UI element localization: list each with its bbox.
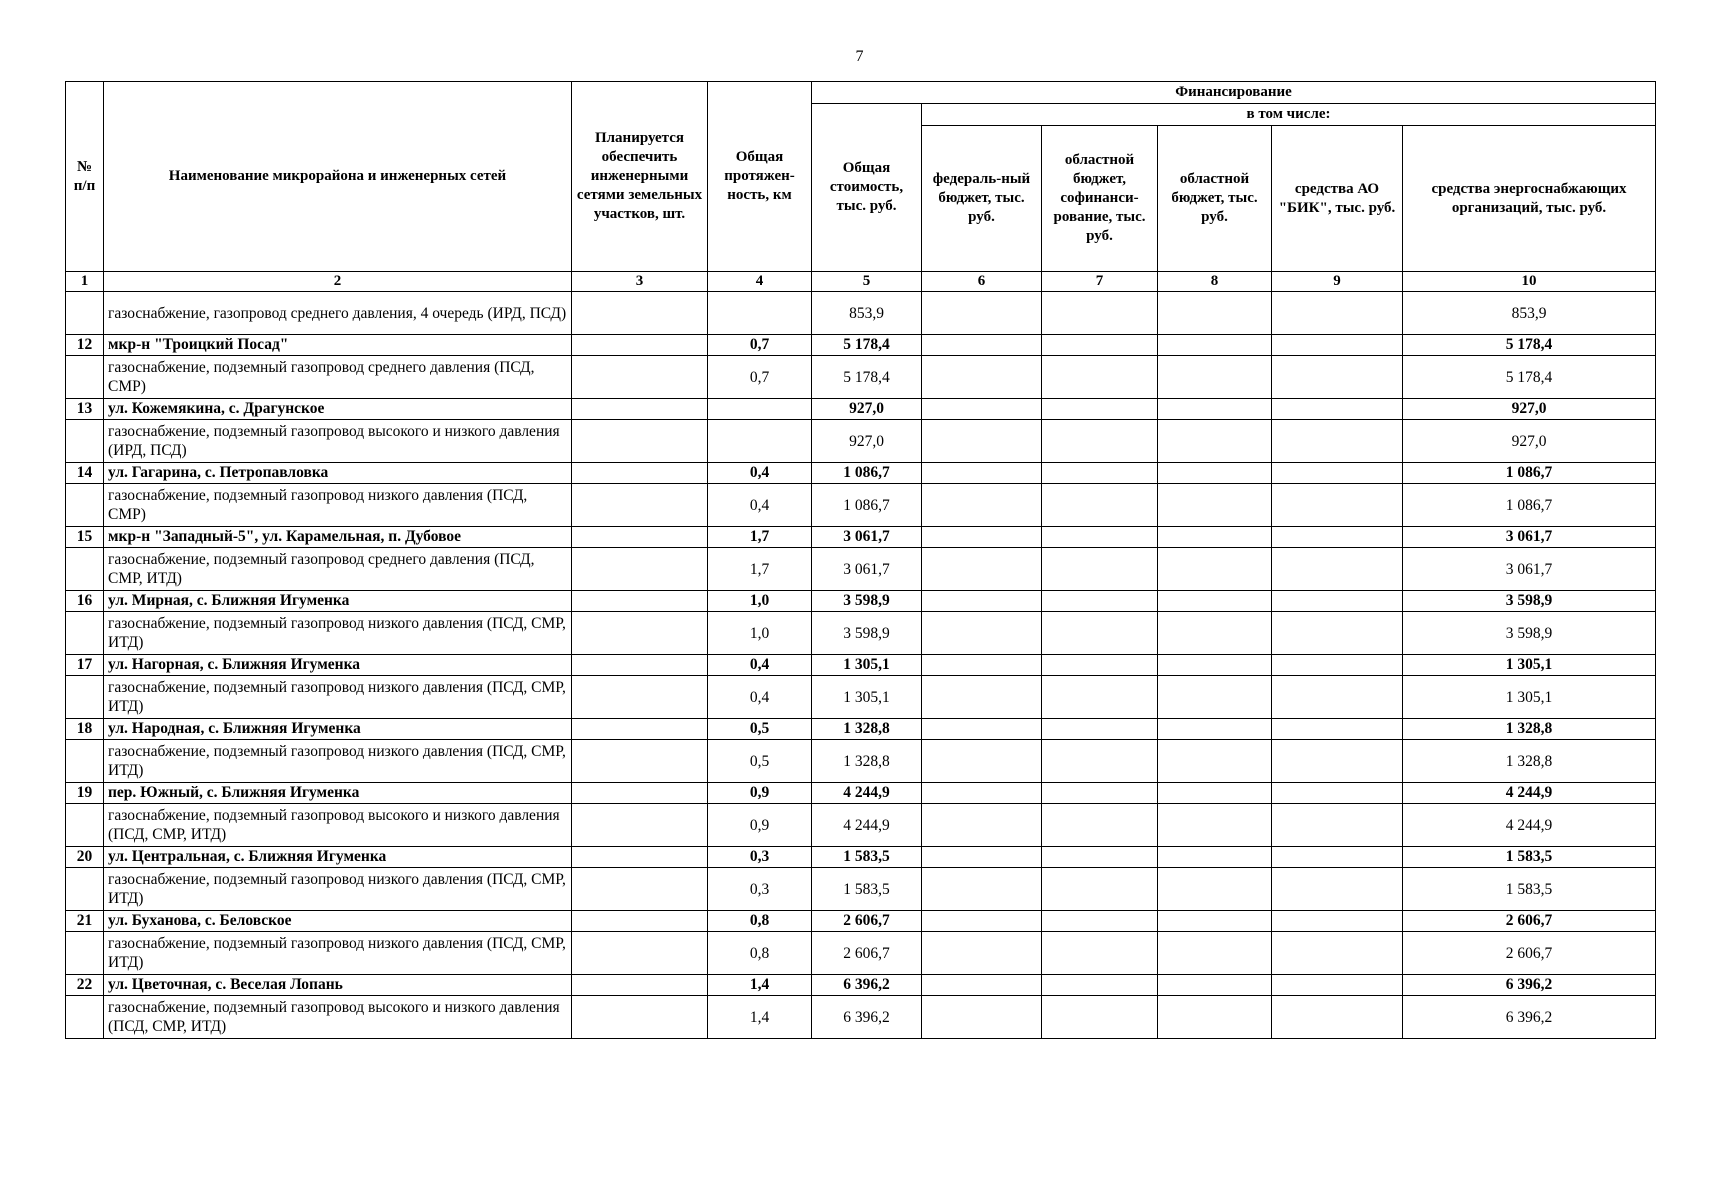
row-regional [1158,335,1272,356]
row-number [66,548,104,591]
table-row-item [66,356,1656,399]
table-row-item [66,740,1656,783]
row-number [66,676,104,719]
row-regional-cofinancing [1042,484,1158,527]
column-number: 2 [104,272,572,292]
row-bik [1272,356,1403,399]
row-name: газоснабжение, подземный газопровод высокого и низкого давления (ИРД, ПСД) [104,420,572,463]
header-length: Общая протяжен-ность, км [708,82,812,272]
row-energy: 1 328,8 [1403,740,1656,783]
column-number: 10 [1403,272,1656,292]
row-energy: 1 305,1 [1403,655,1656,676]
row-bik [1272,868,1403,911]
row-planned [572,548,708,591]
row-regional [1158,527,1272,548]
row-regional [1158,484,1272,527]
row-length: 0,4 [708,655,812,676]
row-bik [1272,804,1403,847]
row-planned [572,335,708,356]
row-bik [1272,527,1403,548]
row-length: 1,0 [708,612,812,655]
row-cost: 927,0 [812,399,922,420]
row-regional [1158,932,1272,975]
row-planned [572,932,708,975]
row-cost: 927,0 [812,420,922,463]
row-regional-cofinancing [1042,676,1158,719]
row-length [708,292,812,335]
row-name: газоснабжение, подземный газопровод низкого давления (ПСД, СМР, ИТД) [104,676,572,719]
row-cost: 6 396,2 [812,975,922,996]
row-cost: 3 061,7 [812,527,922,548]
row-cost: 1 583,5 [812,868,922,911]
row-number: 19 [66,783,104,804]
row-regional-cofinancing [1042,996,1158,1039]
row-regional-cofinancing [1042,527,1158,548]
table-row-group [66,655,1656,676]
row-federal [922,847,1042,868]
row-number [66,420,104,463]
row-number [66,612,104,655]
row-bik [1272,783,1403,804]
row-regional [1158,975,1272,996]
row-length: 1,7 [708,548,812,591]
row-regional [1158,996,1272,1039]
row-federal [922,932,1042,975]
row-cost: 1 305,1 [812,676,922,719]
row-number: 16 [66,591,104,612]
table-row-group [66,719,1656,740]
row-length: 0,9 [708,804,812,847]
row-number [66,740,104,783]
row-planned [572,868,708,911]
row-number: 13 [66,399,104,420]
row-energy: 2 606,7 [1403,911,1656,932]
table-row-item [66,996,1656,1039]
row-bik [1272,399,1403,420]
row-number: 12 [66,335,104,356]
row-name: мкр-н "Троицкий Посад" [104,335,572,356]
row-name: газоснабжение, подземный газопровод низкого давления (ПСД, СМР, ИТД) [104,740,572,783]
row-name: мкр-н "Западный-5", ул. Карамельная, п. Дубовое [104,527,572,548]
financing-table [65,81,1656,1039]
row-cost: 1 583,5 [812,847,922,868]
row-cost: 3 598,9 [812,612,922,655]
row-cost: 4 244,9 [812,804,922,847]
row-planned [572,420,708,463]
table-row-item [66,868,1656,911]
row-planned [572,783,708,804]
row-length: 0,4 [708,484,812,527]
row-bik [1272,719,1403,740]
row-regional [1158,847,1272,868]
table-row-group [66,399,1656,420]
row-federal [922,463,1042,484]
table-row-item [66,420,1656,463]
row-bik [1272,676,1403,719]
row-planned [572,612,708,655]
row-length: 0,8 [708,911,812,932]
header-num: № п/п [66,82,104,272]
header-cost: Общая стоимость, тыс. руб. [812,104,922,272]
row-energy: 3 061,7 [1403,548,1656,591]
row-regional [1158,292,1272,335]
row-energy: 1 305,1 [1403,676,1656,719]
row-federal [922,719,1042,740]
row-federal [922,527,1042,548]
row-planned [572,484,708,527]
column-number: 9 [1272,272,1403,292]
table-row-group [66,591,1656,612]
row-cost: 5 178,4 [812,335,922,356]
row-regional-cofinancing [1042,932,1158,975]
row-regional-cofinancing [1042,420,1158,463]
row-regional-cofinancing [1042,975,1158,996]
row-planned [572,356,708,399]
row-energy: 2 606,7 [1403,932,1656,975]
table-row-item [66,932,1656,975]
row-energy: 927,0 [1403,420,1656,463]
row-name: ул. Нагорная, с. Ближняя Игуменка [104,655,572,676]
row-name: газоснабжение, подземный газопровод высокого и низкого давления (ПСД, СМР, ИТД) [104,804,572,847]
row-bik [1272,740,1403,783]
row-regional [1158,740,1272,783]
row-length: 0,3 [708,847,812,868]
row-regional-cofinancing [1042,868,1158,911]
row-name: газоснабжение, газопровод среднего давления, 4 очередь (ИРД, ПСД) [104,292,572,335]
row-cost: 2 606,7 [812,911,922,932]
row-length: 0,4 [708,463,812,484]
header-name: Наименование микрорайона и инженерных сетей [104,82,572,272]
table-row-group [66,783,1656,804]
row-bik [1272,996,1403,1039]
row-bik [1272,911,1403,932]
row-name: газоснабжение, подземный газопровод среднего давления (ПСД, СМР) [104,356,572,399]
row-bik [1272,335,1403,356]
row-name: пер. Южный, с. Ближняя Игуменка [104,783,572,804]
row-regional-cofinancing [1042,783,1158,804]
row-regional [1158,463,1272,484]
row-bik [1272,292,1403,335]
row-federal [922,591,1042,612]
row-regional [1158,548,1272,591]
row-planned [572,847,708,868]
header-including: в том числе: [922,104,1656,126]
row-name: ул. Цветочная, с. Веселая Лопань [104,975,572,996]
row-regional [1158,719,1272,740]
row-planned [572,399,708,420]
row-federal [922,420,1042,463]
row-energy: 1 583,5 [1403,847,1656,868]
row-number [66,996,104,1039]
row-federal [922,975,1042,996]
row-cost: 1 328,8 [812,719,922,740]
row-length: 0,7 [708,335,812,356]
row-federal [922,655,1042,676]
row-name: ул. Мирная, с. Ближняя Игуменка [104,591,572,612]
header-regional-cofinancing: областной бюджет, софинанси-рование, тыс. руб. [1042,126,1158,272]
row-name: ул. Народная, с. Ближняя Игуменка [104,719,572,740]
row-regional [1158,399,1272,420]
table-row-group [66,911,1656,932]
header-energy: средства энергоснабжающих организаций, тыс. руб. [1403,126,1656,272]
row-bik [1272,484,1403,527]
row-cost: 1 328,8 [812,740,922,783]
row-number: 20 [66,847,104,868]
column-number: 6 [922,272,1042,292]
row-regional-cofinancing [1042,463,1158,484]
row-energy: 853,9 [1403,292,1656,335]
row-energy: 5 178,4 [1403,356,1656,399]
row-federal [922,292,1042,335]
column-number: 5 [812,272,922,292]
row-federal [922,868,1042,911]
row-cost: 6 396,2 [812,996,922,1039]
row-energy: 4 244,9 [1403,804,1656,847]
row-regional [1158,655,1272,676]
row-federal [922,335,1042,356]
row-number [66,356,104,399]
row-federal [922,783,1042,804]
row-federal [922,676,1042,719]
row-cost: 4 244,9 [812,783,922,804]
row-regional-cofinancing [1042,847,1158,868]
row-regional-cofinancing [1042,335,1158,356]
table-row-item [66,548,1656,591]
row-energy: 1 583,5 [1403,868,1656,911]
column-number: 7 [1042,272,1158,292]
row-planned [572,719,708,740]
row-length [708,420,812,463]
row-bik [1272,420,1403,463]
row-cost: 2 606,7 [812,932,922,975]
row-regional [1158,612,1272,655]
row-length: 1,4 [708,996,812,1039]
row-bik [1272,932,1403,975]
table-row-group [66,975,1656,996]
row-federal [922,399,1042,420]
row-number [66,292,104,335]
row-name: газоснабжение, подземный газопровод низкого давления (ПСД, СМР, ИТД) [104,612,572,655]
row-energy: 4 244,9 [1403,783,1656,804]
row-bik [1272,975,1403,996]
row-cost: 1 086,7 [812,463,922,484]
row-bik [1272,591,1403,612]
row-length: 0,4 [708,676,812,719]
row-energy: 1 086,7 [1403,484,1656,527]
table-row-item [66,612,1656,655]
row-regional [1158,868,1272,911]
row-bik [1272,655,1403,676]
page-number: 7 [855,48,864,65]
row-length: 0,8 [708,932,812,975]
row-regional-cofinancing [1042,719,1158,740]
row-regional-cofinancing [1042,655,1158,676]
row-regional [1158,676,1272,719]
column-number: 1 [66,272,104,292]
row-regional-cofinancing [1042,804,1158,847]
row-federal [922,612,1042,655]
row-federal [922,911,1042,932]
row-energy: 3 598,9 [1403,591,1656,612]
row-length: 0,7 [708,356,812,399]
row-planned [572,591,708,612]
row-length [708,399,812,420]
row-name: ул. Центральная, с. Ближняя Игуменка [104,847,572,868]
row-length: 0,5 [708,740,812,783]
row-length: 1,0 [708,591,812,612]
row-number [66,868,104,911]
table-body [66,272,1656,1039]
row-regional-cofinancing [1042,612,1158,655]
row-number: 21 [66,911,104,932]
row-energy: 1 328,8 [1403,719,1656,740]
row-number: 18 [66,719,104,740]
row-length: 0,3 [708,868,812,911]
table-row-group [66,335,1656,356]
row-regional [1158,783,1272,804]
row-planned [572,676,708,719]
column-number-row [66,272,1656,292]
row-energy: 6 396,2 [1403,975,1656,996]
row-length: 1,7 [708,527,812,548]
row-number [66,484,104,527]
row-regional-cofinancing [1042,356,1158,399]
row-regional-cofinancing [1042,292,1158,335]
row-federal [922,996,1042,1039]
row-bik [1272,612,1403,655]
header-financing: Финансирование [812,82,1656,104]
table-row-item [66,484,1656,527]
row-number: 15 [66,527,104,548]
row-planned [572,804,708,847]
header-bik: средства АО "БИК", тыс. руб. [1272,126,1403,272]
row-name: ул. Гагарина, с. Петропавловка [104,463,572,484]
header-regional: областной бюджет, тыс. руб. [1158,126,1272,272]
row-planned [572,655,708,676]
table-row-item [66,292,1656,335]
row-energy: 1 086,7 [1403,463,1656,484]
row-name: газоснабжение, подземный газопровод низкого давления (ПСД, СМР, ИТД) [104,932,572,975]
table-row-item [66,676,1656,719]
row-energy: 927,0 [1403,399,1656,420]
table-row-item [66,804,1656,847]
row-cost: 1 305,1 [812,655,922,676]
row-bik [1272,548,1403,591]
row-planned [572,911,708,932]
row-energy: 3 598,9 [1403,612,1656,655]
row-name: газоснабжение, подземный газопровод низкого давления (ПСД, СМР, ИТД) [104,868,572,911]
row-number: 17 [66,655,104,676]
row-planned [572,292,708,335]
row-cost: 1 086,7 [812,484,922,527]
row-federal [922,548,1042,591]
row-planned [572,975,708,996]
row-number [66,804,104,847]
row-length: 0,9 [708,783,812,804]
row-regional-cofinancing [1042,591,1158,612]
row-bik [1272,847,1403,868]
row-regional [1158,356,1272,399]
row-name: газоснабжение, подземный газопровод среднего давления (ПСД, СМР, ИТД) [104,548,572,591]
table-row-group [66,527,1656,548]
row-energy: 3 061,7 [1403,527,1656,548]
row-energy: 6 396,2 [1403,996,1656,1039]
row-regional-cofinancing [1042,740,1158,783]
row-regional [1158,804,1272,847]
row-planned [572,527,708,548]
row-regional [1158,911,1272,932]
row-federal [922,356,1042,399]
row-regional [1158,420,1272,463]
column-number: 8 [1158,272,1272,292]
row-regional-cofinancing [1042,399,1158,420]
table-row-group [66,847,1656,868]
row-planned [572,463,708,484]
row-number [66,932,104,975]
column-number: 4 [708,272,812,292]
row-length: 0,5 [708,719,812,740]
row-number: 14 [66,463,104,484]
row-regional-cofinancing [1042,548,1158,591]
row-cost: 3 061,7 [812,548,922,591]
row-number: 22 [66,975,104,996]
row-name: газоснабжение, подземный газопровод высокого и низкого давления (ПСД, СМР, ИТД) [104,996,572,1039]
row-name: ул. Кожемякина, с. Драгунское [104,399,572,420]
column-number: 3 [572,272,708,292]
row-federal [922,484,1042,527]
row-federal [922,740,1042,783]
row-bik [1272,463,1403,484]
row-regional [1158,591,1272,612]
row-regional-cofinancing [1042,911,1158,932]
header-planned: Планируется обеспечить инженерными сетями земельных участков, шт. [572,82,708,272]
header-federal: федераль-ный бюджет, тыс. руб. [922,126,1042,272]
row-federal [922,804,1042,847]
row-planned [572,996,708,1039]
row-name: ул. Буханова, с. Беловское [104,911,572,932]
row-name: газоснабжение, подземный газопровод низкого давления (ПСД, СМР) [104,484,572,527]
row-cost: 3 598,9 [812,591,922,612]
row-energy: 5 178,4 [1403,335,1656,356]
row-planned [572,740,708,783]
table-row-group [66,463,1656,484]
row-cost: 5 178,4 [812,356,922,399]
row-cost: 853,9 [812,292,922,335]
row-length: 1,4 [708,975,812,996]
